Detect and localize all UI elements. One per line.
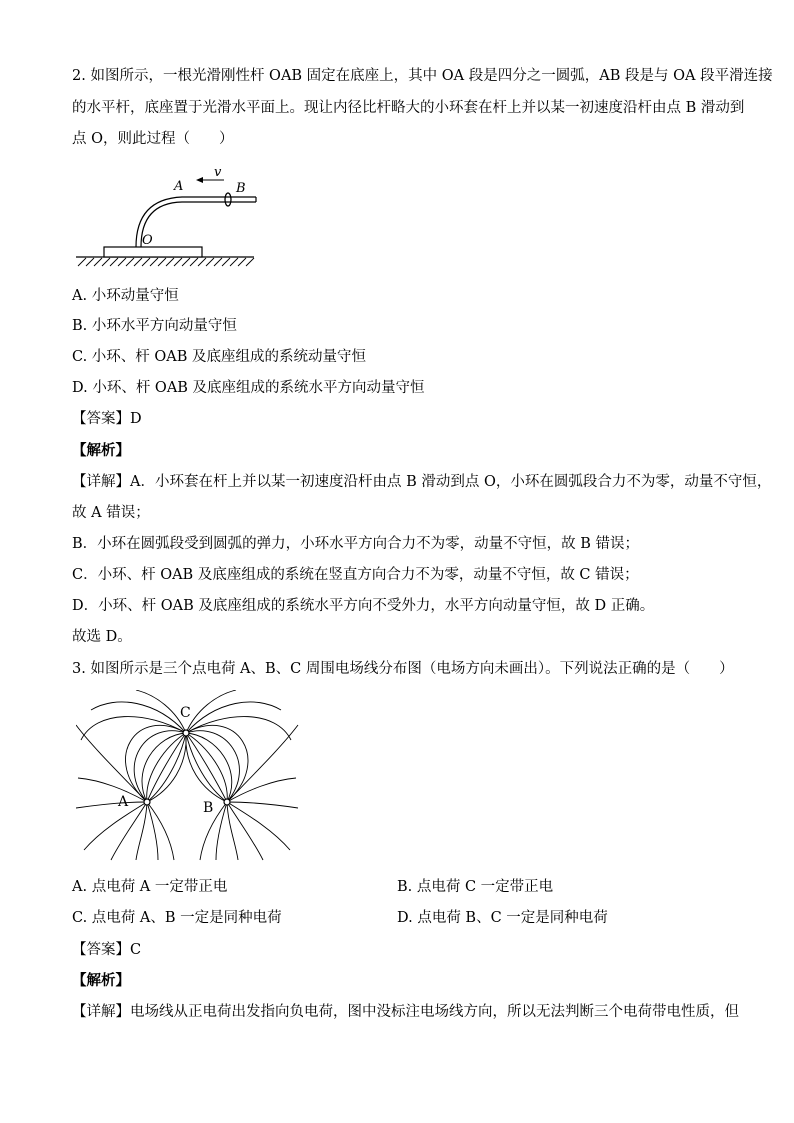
rod-base-figure bbox=[74, 162, 264, 270]
q3-option-a: A. 点电荷 A 一定带正电 bbox=[72, 879, 228, 895]
label-B-charge: B bbox=[203, 800, 214, 816]
rod-outer bbox=[136, 197, 256, 247]
q3-answer: 【答案】C bbox=[72, 942, 142, 958]
q2-option-b: B. 小环水平方向动量守恒 bbox=[72, 318, 237, 334]
q2-stem-line-2: 的水平杆，底座置于光滑水平面上。现让内径比杆略大的小环套在杆上并以某一初速度沿杆由点 B 滑动到 bbox=[72, 100, 745, 116]
q3-stem: 3. 如图所示是三个点电荷 A、B、C 周围电场线分布图（电场方向未画出）。下列说法正确的是（ ） bbox=[72, 661, 734, 677]
q2-detail-line-1: 【详解】A．小环套在杆上并以某一初速度沿杆由点 B 滑动到点 O，小环在圆弧段合力不为零，动量不守恒， bbox=[72, 474, 772, 490]
q2-detail-line-5: D．小环、杆 OAB 及底座组成的系统水平方向不受外力，水平方向动量守恒，故 D 正确。 bbox=[72, 598, 655, 614]
rod-inner bbox=[141, 202, 256, 247]
label-A-charge: A bbox=[118, 794, 129, 810]
charge-a bbox=[144, 799, 150, 805]
field-lines-figure bbox=[76, 690, 302, 862]
q3-option-b: B. 点电荷 C 一定带正电 bbox=[397, 879, 554, 895]
q2-option-a: A. 小环动量守恒 bbox=[72, 288, 179, 304]
q2-stem-line-1: 2. 如图所示，一根光滑刚性杆 OAB 固定在底座上，其中 OA 段是四分之一圆弧，AB 段是与 OA 段平滑连接 bbox=[72, 68, 773, 84]
q3-option-c: C. 点电荷 A、B 一定是同种电荷 bbox=[72, 910, 282, 926]
q3-option-d: D. 点电荷 B、C 一定是同种电荷 bbox=[397, 910, 608, 926]
q2-option-c: C. 小环、杆 OAB 及底座组成的系统动量守恒 bbox=[72, 349, 367, 365]
base-block bbox=[104, 247, 202, 257]
q2-option-d: D. 小环、杆 OAB 及底座组成的系统水平方向动量守恒 bbox=[72, 380, 425, 396]
label-B: B bbox=[236, 181, 246, 196]
ground-hatching bbox=[78, 258, 254, 266]
q2-stem-line-3: 点 O，则此过程（ ） bbox=[72, 131, 234, 147]
q2-detail-line-2: 故 A 错误； bbox=[72, 505, 150, 521]
q2-detail-line-6: 故选 D。 bbox=[72, 629, 132, 645]
charge-b bbox=[224, 799, 230, 805]
q2-analysis-title: 【解析】 bbox=[72, 442, 130, 459]
q2-answer: 【答案】D bbox=[72, 411, 142, 427]
label-C: C bbox=[180, 705, 191, 721]
q2-detail-line-3: B．小环在圆弧段受到圆弧的弹力，小环水平方向合力不为零，动量不守恒，故 B 错误； bbox=[72, 536, 640, 552]
label-O: O bbox=[142, 233, 153, 248]
label-A: A bbox=[174, 179, 184, 194]
velocity-arrow-icon bbox=[196, 177, 203, 183]
label-v: v bbox=[214, 165, 222, 180]
q3-analysis-title: 【解析】 bbox=[72, 972, 130, 989]
q3-detail-line-1: 【详解】电场线从正电荷出发指向负电荷，图中没标注电场线方向，所以无法判断三个电荷带电性质，但 bbox=[72, 1004, 739, 1020]
ring bbox=[225, 193, 231, 206]
q2-detail-line-4: C．小环、杆 OAB 及底座组成的系统在竖直方向合力不为零，动量不守恒，故 C 错误； bbox=[72, 567, 639, 583]
charge-c bbox=[183, 730, 189, 736]
